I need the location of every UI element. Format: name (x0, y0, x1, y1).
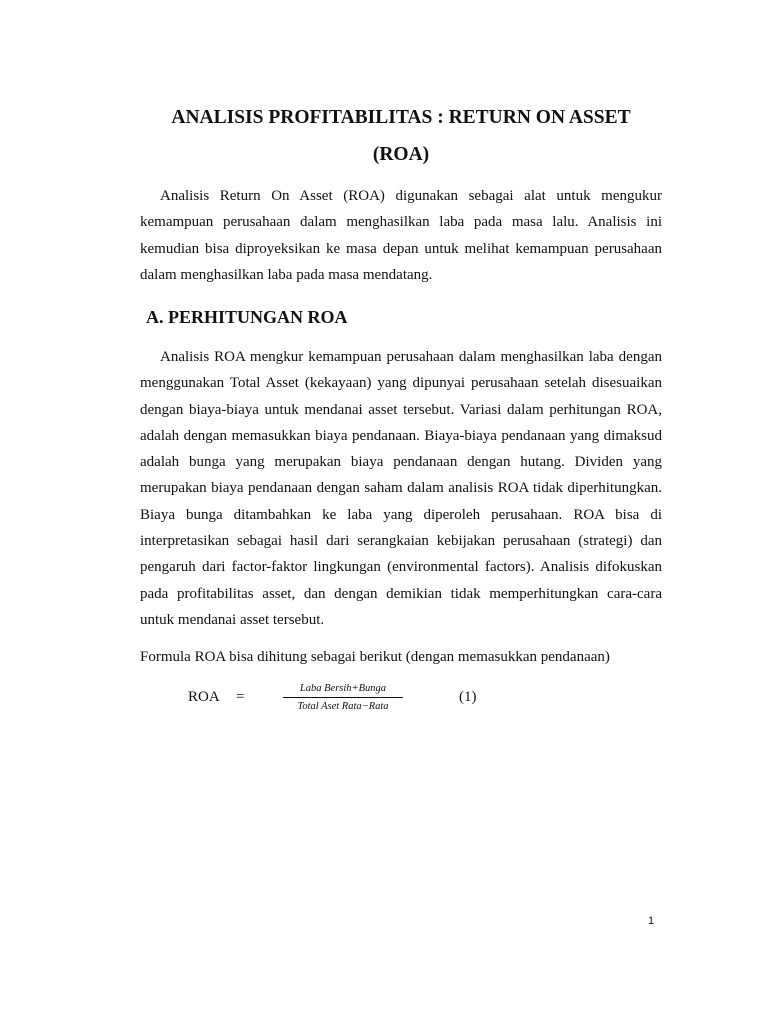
formula-equals: = (236, 689, 245, 705)
document-title-line-1: ANALISIS PROFITABILITAS : RETURN ON ASSET (171, 107, 631, 128)
formula-intro (140, 644, 662, 670)
body-line: merupakan biaya pendanaan dengan saham dalam analisis ROA tidak diperhitungkan. (140, 480, 662, 497)
formula-denominator: Total Aset Rata−Rata (297, 701, 389, 712)
formula-numerator: Laba Bersih+Bunga (299, 683, 387, 694)
page-number: 1 (648, 915, 655, 927)
body-line: interpretasikan sebagai hasil dari serangkaian kebijakan perusahaan (strategi) dan (140, 533, 662, 550)
body-line: adalah dengan memasukkan biaya pendanaan. Biaya-biaya pendanaan yang dimaksud (140, 427, 662, 444)
formula-intro-text: Formula ROA bisa dihitung sebagai berikut (dengan memasukkan pendanaan) (140, 649, 610, 665)
fraction-bar (283, 697, 403, 698)
formula-reference-number: (1) (459, 689, 477, 705)
body-line: Biaya bunga ditambahkan ke laba yang diperoleh perusahaan. ROA bisa di (140, 506, 662, 523)
body-line: adalah bunga yang merupakan biaya pendanaan dengan hutang. Dividen yang (140, 454, 662, 471)
formula-lhs: ROA (188, 689, 220, 705)
section-heading: A. PERHITUNGAN ROA (146, 307, 348, 327)
body-line: dengan biaya-biaya untuk mendanai asset tersebut. Variasi dalam perhitungan ROA, (140, 401, 662, 418)
body-line: pada profitabilitas asset, dan dengan demikian tidak memperhitungkan cara-cara (140, 585, 662, 602)
intro-line: dalam menghasilkan laba pada masa mendatang. (140, 266, 433, 283)
body-line: Analisis ROA mengkur kemampuan perusahaan dalam menghasilkan laba dengan (160, 349, 662, 365)
body-paragraph (140, 344, 662, 633)
intro-paragraph (140, 183, 662, 288)
intro-line: kemudian bisa diproyeksikan ke masa depan untuk melihat kemampuan perusahaan (140, 240, 662, 257)
document-title-line-2: (ROA) (372, 144, 430, 165)
body-line: menggunakan Total Asset (kekayaan) yang dipunyai perusahaan setelah disesuaikan (140, 375, 662, 392)
roa-formula (188, 682, 518, 722)
body-line: untuk mendanai asset tersebut. (140, 611, 325, 628)
formula-fraction (283, 682, 403, 714)
body-line: pengaruh dari factor-faktor lingkungan (environmental factors). Analisis difokuskan (140, 559, 662, 576)
intro-line: Analisis Return On Asset (ROA) digunakan sebagai alat untuk mengukur (160, 188, 662, 204)
intro-line: kemampuan perusahaan dalam menghasilkan laba pada masa lalu. Analisis ini (140, 214, 662, 231)
